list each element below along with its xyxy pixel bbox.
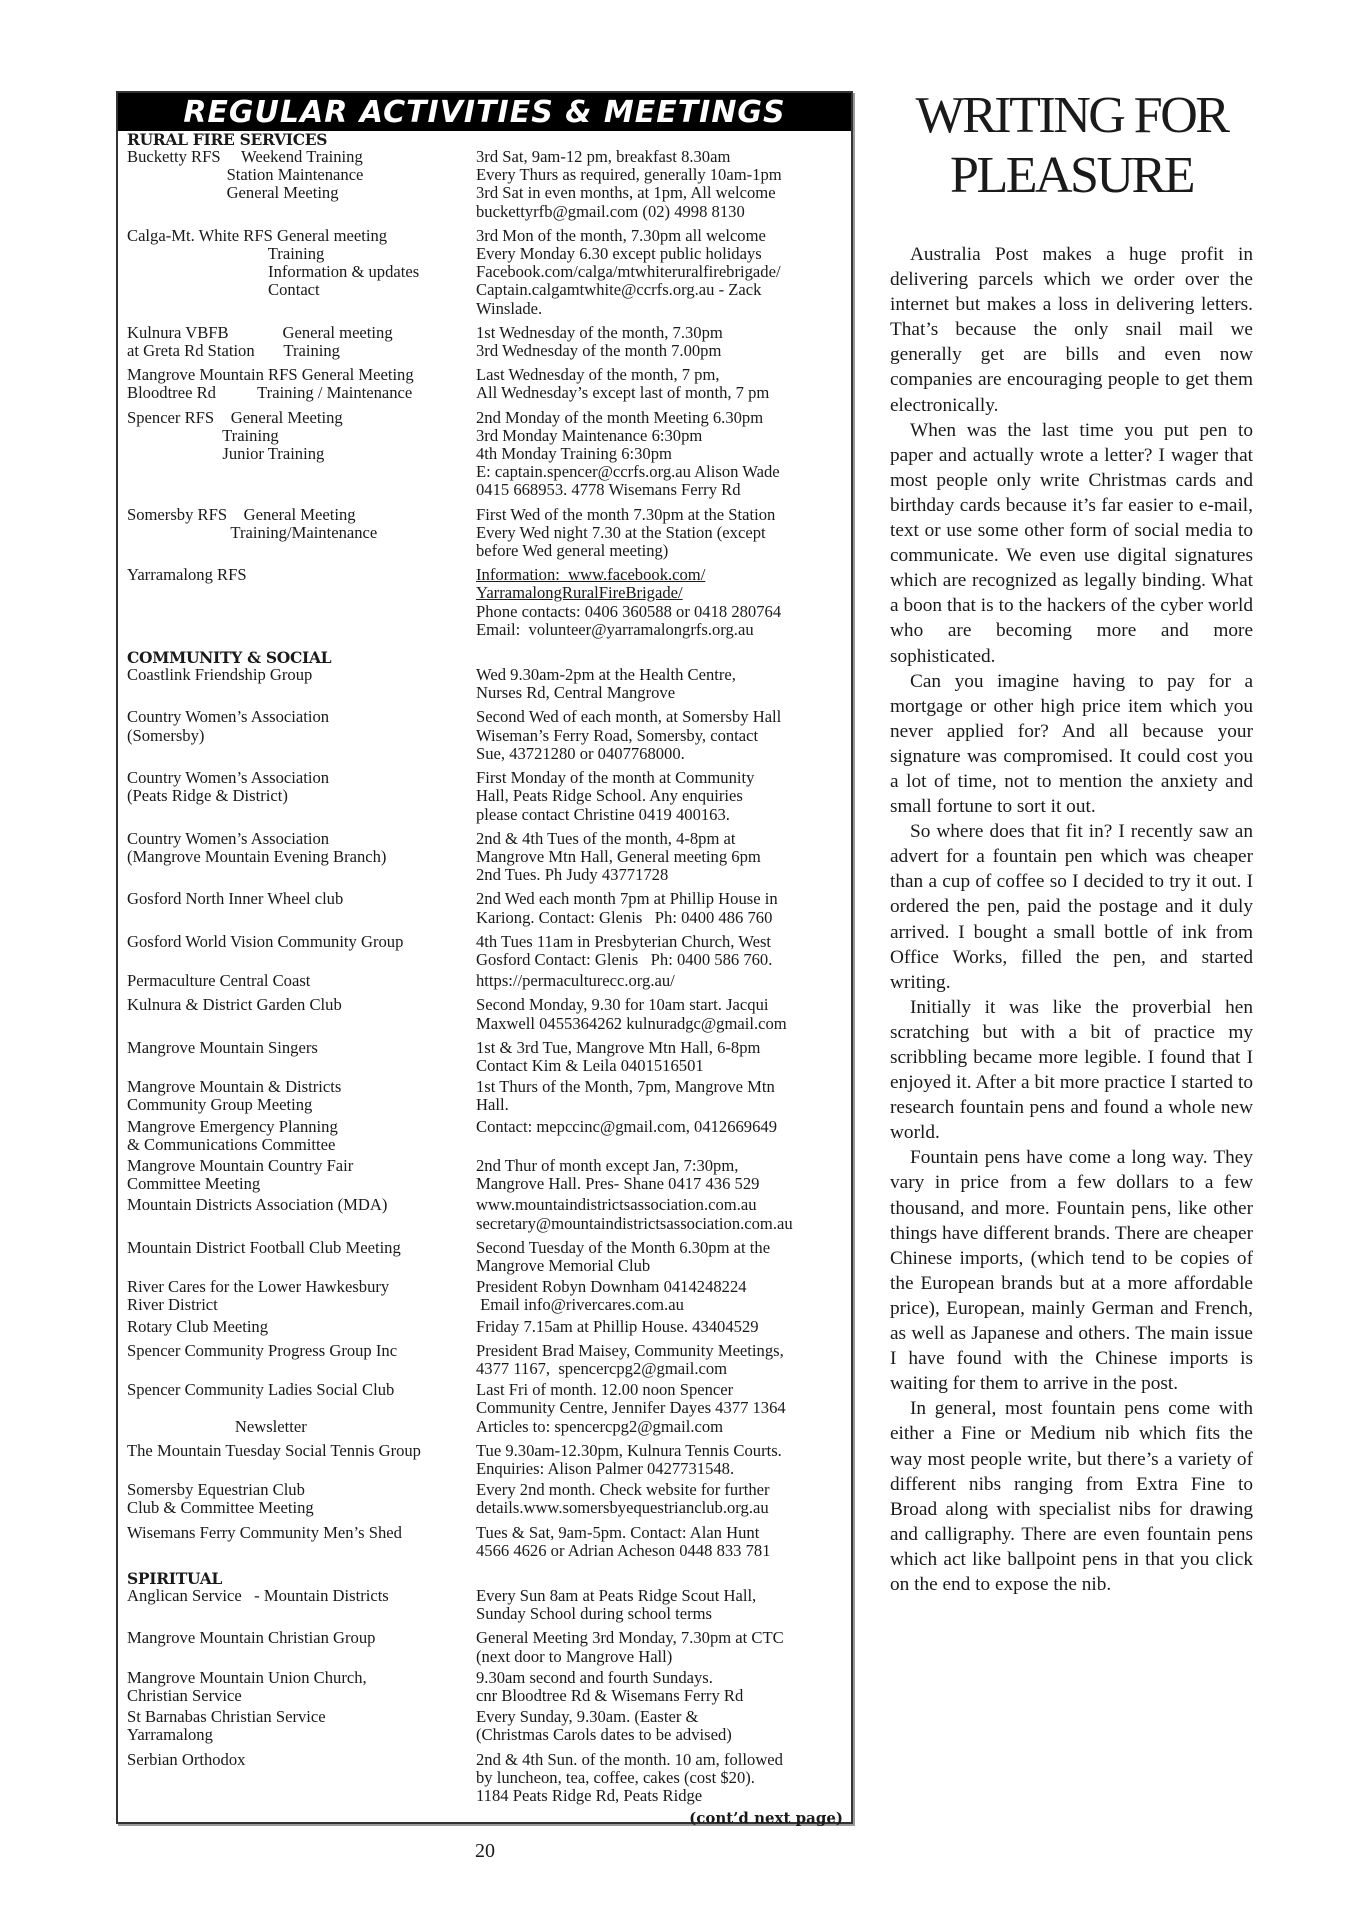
entry-organisation	[127, 1015, 476, 1033]
entry-details: 1st Thurs of the Month, 7pm, Mangrove Mtn	[476, 1077, 775, 1097]
listing-entry	[127, 666, 843, 702]
article-paragraph: Fountain pens have come a long way. They vary in price from a few dollars to a few thousand, and more. Fountain pens, like other things have different brands. There are cheaper Chinese imports, (which tend to be copies of the European brands but at a more affordable price), European, mainly German and French, as well as Japanese and others. The main issue I have found with the Chinese imports is waiting for them to arrive in the post.	[890, 1147, 1253, 1395]
entry-details: President Brad Maisey, Community Meetings,	[476, 1340, 784, 1360]
entry-details: Every Thurs as required, generally 10am-1pm	[476, 165, 782, 185]
entry-details: Mangrove Mtn Hall, General meeting 6pm	[476, 846, 761, 866]
entry-organisation: Mangrove Emergency Planning	[127, 1116, 338, 1136]
entry-details: Contact Kim & Leila 0401516501	[476, 1055, 704, 1075]
entry-details: 2nd & 4th Sun. of the month. 10 am, followed	[476, 1749, 783, 1769]
entry-organisation: Spencer Community Ladies Social Club	[127, 1380, 395, 1400]
entry-organisation	[127, 481, 476, 499]
article-body	[890, 242, 1253, 1597]
entry-details: Every Wed night 7.30 at the Station (except	[476, 522, 766, 542]
entry-organisation: St Barnabas Christian Service	[127, 1707, 326, 1727]
entry-organisation: Yarramalong RFS	[127, 565, 247, 585]
entry-details: Email info@rivercares.com.au	[476, 1295, 684, 1315]
entry-details: 4th Tues 11am in Presbyterian Church, West	[476, 931, 772, 951]
entry-organisation: Training/Maintenance	[127, 522, 378, 542]
entry-organisation: Yarramalong	[127, 1725, 213, 1745]
entry-organisation: Junior Training	[127, 444, 325, 464]
listing-entry	[127, 1751, 843, 1806]
entry-organisation: Spencer Community Progress Group Inc	[127, 1340, 398, 1360]
article-title: WRITING FOR PLEASURE	[915, 87, 1228, 204]
entry-organisation	[127, 542, 476, 560]
entry-organisation: Calga-Mt. White RFS General meeting	[127, 225, 388, 245]
entry-details: Gosford Contact: Glenis Ph: 0400 586 760.	[476, 949, 773, 969]
entry-details: 4377 1167, spencercpg2@gmail.com	[476, 1358, 728, 1378]
entry-organisation	[127, 1605, 476, 1623]
listing-entry	[127, 1239, 843, 1275]
entry-organisation	[127, 1648, 476, 1666]
entry-organisation: Mountain Districts Association (MDA)	[127, 1195, 388, 1215]
entry-details: 3rd Monday Maintenance 6:30pm	[476, 425, 703, 445]
entry-organisation	[127, 300, 476, 318]
entry-details: (next door to Mangrove Hall)	[476, 1646, 673, 1666]
entry-details: Second Tuesday of the Month 6.30pm at the	[476, 1237, 771, 1257]
entry-details: 1st Wednesday of the month, 7.30pm	[476, 322, 723, 342]
entry-organisation	[127, 1787, 476, 1805]
entry-organisation: Mountain District Football Club Meeting	[127, 1237, 401, 1257]
entry-organisation: Mangrove Mountain RFS General Meeting	[127, 365, 414, 385]
entry-details: Second Monday, 9.30 for 10am start. Jacqui	[476, 995, 769, 1015]
listing-banner-title: REGULAR ACTIVITIES & MEETINGS	[118, 93, 851, 131]
entry-organisation	[127, 684, 476, 702]
entry-organisation	[127, 909, 476, 927]
listing-entry	[127, 708, 843, 763]
article-paragraph: Can you imagine having to pay for a mortgage or other high price item which you never applied for? And all because your signature was compromised. It could cost you a lot of time, not to mention the anxiety and small fortune to sort it out.	[890, 670, 1253, 818]
listing-entry	[127, 1039, 843, 1075]
entry-organisation: Committee Meeting	[127, 1174, 261, 1194]
entry-details: 4th Monday Training 6:30pm	[476, 444, 672, 464]
entry-details: Every Monday 6.30 except public holidays	[476, 244, 762, 264]
entry-details: 2nd Tues. Ph Judy 43771728	[476, 865, 669, 885]
entry-organisation: Country Women’s Association	[127, 828, 330, 848]
entry-details: Every 2nd month. Check website for further	[476, 1480, 770, 1500]
entry-details: secretary@mountaindistrictsassociation.com.au	[476, 1213, 793, 1233]
entry-organisation: (Somersby)	[127, 725, 205, 745]
entry-organisation: Information & updates	[127, 262, 420, 282]
entry-organisation: Gosford North Inner Wheel club	[127, 889, 344, 909]
entry-details: Last Fri of month. 12.00 noon Spencer	[476, 1380, 734, 1400]
entry-organisation: Bloodtree Rd Training / Maintenance	[127, 383, 413, 403]
entry-organisation: Newsletter	[127, 1416, 307, 1436]
listing-entry	[127, 933, 843, 969]
entry-organisation	[127, 621, 476, 639]
entry-details: Friday 7.15am at Phillip House. 43404529	[476, 1316, 759, 1336]
entry-organisation: Mangrove Mountain Singers	[127, 1037, 318, 1057]
entry-details: 2nd Monday of the month Meeting 6.30pm	[476, 407, 764, 427]
entry-details: before Wed general meeting)	[476, 541, 669, 561]
continued-next-page-label: (cont’d next page)	[689, 1809, 843, 1828]
page-number: 20	[475, 1840, 495, 1862]
listing-entry	[127, 1118, 843, 1154]
section-heading: RURAL FIRE SERVICES	[127, 130, 328, 149]
entry-organisation: at Greta Rd Station Training	[127, 341, 340, 361]
listing-entry	[127, 1196, 843, 1232]
listing-entry	[127, 1157, 843, 1193]
entry-organisation	[127, 1215, 476, 1233]
article-paragraph: So where does that fit in? I recently saw an advert for a fountain pen which was cheaper than a cup of coffee so I decided to try it out. I ordered the pen, paid the postage and it duly arrived. I bought a small bottle of ink from Office Works, filled the pen, and started writing.	[890, 821, 1253, 993]
entry-details: Winslade.	[476, 298, 543, 318]
entry-organisation: River Cares for the Lower Hawkesbury	[127, 1277, 390, 1297]
section-heading: COMMUNITY & SOCIAL	[127, 648, 332, 668]
entry-organisation	[127, 463, 476, 481]
entry-details: 2nd Thur of month except Jan, 7:30pm,	[476, 1155, 739, 1175]
entry-details: cnr Bloodtree Rd & Wisemans Ferry Rd	[476, 1686, 744, 1706]
entry-details: Mangrove Hall. Pres- Shane 0417 436 529	[476, 1174, 760, 1194]
entry-organisation: Christian Service	[127, 1686, 242, 1706]
entry-details: Community Centre, Jennifer Dayes 4377 1364	[476, 1398, 786, 1418]
entry-details: by luncheon, tea, coffee, cakes (cost $20).	[476, 1767, 755, 1787]
entry-organisation: (Mangrove Mountain Evening Branch)	[127, 846, 387, 866]
entry-details: First Wed of the month 7.30pm at the Station	[476, 504, 776, 524]
listing-entry	[127, 148, 843, 221]
entry-details: Hall, Peats Ridge School. Any enquiries	[476, 786, 743, 806]
entry-details: 2nd & 4th Tues of the month, 4-8pm at	[476, 828, 736, 848]
entry-organisation	[127, 866, 476, 884]
entry-organisation	[127, 1360, 476, 1378]
entry-organisation: Somersby Equestrian Club	[127, 1480, 305, 1500]
entry-details: Tues & Sat, 9am-5pm. Contact: Alan Hunt	[476, 1522, 760, 1542]
entry-details: Every Sunday, 9.30am. (Easter &	[476, 1707, 699, 1727]
entry-organisation: Serbian Orthodox	[127, 1749, 246, 1769]
entry-organisation: (Peats Ridge & District)	[127, 786, 288, 806]
entry-details: Tue 9.30am-12.30pm, Kulnura Tennis Courts.	[476, 1440, 782, 1460]
entry-details: E: captain.spencer@ccrfs.org.au Alison Wade	[476, 462, 780, 482]
entry-organisation: Mangrove Mountain Christian Group	[127, 1628, 376, 1648]
listing-body	[118, 131, 851, 1827]
entry-organisation	[127, 1399, 476, 1417]
entry-organisation: Club & Committee Meeting	[127, 1498, 314, 1518]
entry-details: (Christmas Carols dates to be advised)	[476, 1725, 732, 1745]
entry-organisation: Community Group Meeting	[127, 1095, 313, 1115]
entry-organisation	[127, 1769, 476, 1787]
listing-entry	[127, 890, 843, 926]
listing-entry	[127, 1442, 843, 1478]
listing-entry	[127, 972, 843, 990]
entry-organisation	[127, 603, 476, 621]
entry-details: All Wednesday’s except last of month, 7 pm	[476, 383, 770, 403]
entry-organisation: Kulnura & District Garden Club	[127, 995, 342, 1015]
entry-organisation: & Communications Committee	[127, 1134, 336, 1154]
regular-activities-box	[116, 91, 853, 1828]
entry-details: 3rd Mon of the month, 7.30pm all welcome	[476, 225, 766, 245]
entry-organisation: Kulnura VBFB General meeting	[127, 322, 393, 342]
listing-entry	[127, 1318, 843, 1336]
listing-entry	[127, 830, 843, 885]
article-paragraph: In general, most fountain pens come with either a Fine or Medium nib which fits the way most people write, but there’s a variety of different nibs ranging from Extra Fine to Broad along with specialist nibs for drawing and calligraphy. There are even fountain pens which act like ballpoint pens in that you click on the end to expose the nib.	[890, 1398, 1253, 1595]
entry-details: Facebook.com/calga/mtwhiteruralfirebrigade/	[476, 262, 781, 282]
entry-details: Email: volunteer@yarramalongrfs.org.au	[476, 619, 754, 639]
entry-organisation: Contact	[127, 280, 320, 300]
entry-organisation: Anglican Service - Mountain Districts	[127, 1586, 389, 1606]
entry-organisation: Country Women’s Association	[127, 768, 330, 788]
entry-organisation: Training	[127, 244, 325, 264]
entry-details: President Robyn Downham 0414248224	[476, 1277, 747, 1297]
entry-organisation: Mangrove Mountain Country Fair	[127, 1155, 354, 1175]
entry-organisation	[127, 1542, 476, 1560]
entry-organisation	[127, 745, 476, 763]
listing-entry	[127, 409, 843, 500]
section-heading: SPIRITUAL	[127, 1569, 223, 1589]
entry-details: Second Wed of each month, at Somersby Hall	[476, 707, 782, 727]
entry-organisation: Spencer RFS General Meeting	[127, 407, 343, 427]
entry-details[interactable]: YarramalongRuralFireBrigade/	[476, 583, 683, 603]
entry-details: Captain.calgamtwhite@ccrfs.org.au - Zack	[476, 280, 762, 300]
entry-organisation	[127, 1460, 476, 1478]
entry-details: 0415 668953. 4778 Wisemans Ferry Rd	[476, 480, 741, 500]
listing-entry	[127, 324, 843, 360]
entry-details: Sue, 43721280 or 0407768000.	[476, 743, 685, 763]
entry-details: General Meeting 3rd Monday, 7.30pm at CTC	[476, 1628, 784, 1648]
listing-entry	[127, 1669, 843, 1705]
entry-details: Sunday School during school terms	[476, 1604, 712, 1624]
entry-organisation: Bucketty RFS Weekend Training	[127, 147, 363, 166]
listing-entry	[127, 1078, 843, 1114]
entry-details: 9.30am second and fourth Sundays.	[476, 1667, 713, 1687]
entry-organisation: Mangrove Mountain & Districts	[127, 1077, 342, 1097]
entry-details: Every Sun 8am at Peats Ridge Scout Hall,	[476, 1586, 757, 1606]
entry-organisation: Coastlink Friendship Group	[127, 665, 313, 685]
entry-organisation: The Mountain Tuesday Social Tennis Group	[127, 1440, 421, 1460]
entry-details: Mangrove Memorial Club	[476, 1255, 651, 1275]
entry-organisation: Station Maintenance	[127, 165, 364, 185]
listing-entry	[127, 1524, 843, 1560]
entry-details: 3rd Wednesday of the month 7.00pm	[476, 341, 722, 361]
entry-details: 4566 4626 or Adrian Acheson 0448 833 781	[476, 1540, 771, 1560]
entry-details: Contact: mepccinc@gmail.com, 0412669649	[476, 1116, 777, 1136]
listing-entry	[127, 1278, 843, 1314]
entry-details: 2nd Wed each month 7pm at Phillip House in	[476, 889, 778, 909]
entry-details: Maxwell 0455364262 kulnuradgc@gmail.com	[476, 1013, 787, 1033]
entry-details: Enquiries: Alison Palmer 0427731548.	[476, 1459, 735, 1478]
entry-details	[476, 1136, 843, 1154]
entry-details: Wed 9.30am-2pm at the Health Centre,	[476, 665, 736, 685]
entry-organisation: Permaculture Central Coast	[127, 971, 311, 991]
entry-details: Hall.	[476, 1095, 509, 1115]
entry-details: www.mountaindistrictsassociation.com.au	[476, 1195, 757, 1215]
article-writing-for-pleasure	[890, 86, 1253, 1597]
entry-organisation: Wisemans Ferry Community Men’s Shed	[127, 1522, 402, 1542]
article-paragraph: When was the last time you put pen to paper and actually wrote a letter? I wager that most people only write Christmas cards and birthday cards because it’s far easier to e-mail, text or use some other form of social media to communicate. We even use digital signatures which are recognized as legally binding. What a boon that is to the hackers of the cyber world who are becoming more and more sophisticated.	[890, 419, 1253, 667]
entry-details: 1st & 3rd Tue, Mangrove Mtn Hall, 6-8pm	[476, 1037, 761, 1057]
entry-details: 3rd Sat in even months, at 1pm, All welcome	[476, 183, 776, 203]
entry-organisation: Training	[127, 425, 279, 445]
entry-organisation: Rotary Club Meeting	[127, 1316, 269, 1336]
entry-details: please contact Christine 0419 400163.	[476, 804, 730, 824]
entry-details: Wiseman’s Ferry Road, Somersby, contact	[476, 725, 759, 745]
entry-details[interactable]: Information: www.facebook.com/	[476, 565, 706, 585]
listing-entry	[127, 506, 843, 561]
entry-organisation: General Meeting	[127, 183, 339, 203]
listing-entry	[127, 1587, 843, 1623]
listing-entry	[127, 769, 843, 824]
entry-organisation: Somersby RFS General Meeting	[127, 504, 356, 524]
article-paragraph: Australia Post makes a huge profit in delivering parcels which we order over the internet but makes a loss in delivering letters. That’s because the only snail mail we generally get are bills and even now companies are encouraging people to get them electronically.	[890, 244, 1253, 416]
article-paragraph: Initially it was like the proverbial hen scratching but with a bit of practice my scribbling became more legible. I found that I enjoyed it. After a bit more practice I started to research fountain pens and found a whole new world.	[890, 996, 1253, 1144]
entry-organisation: River District	[127, 1295, 218, 1315]
listing-entry	[127, 1708, 843, 1744]
entry-details: First Monday of the month at Community	[476, 768, 755, 788]
entry-details: Articles to: spencercpg2@gmail.com	[476, 1416, 724, 1436]
entry-details: https://permaculturecc.org.au/	[476, 971, 675, 991]
listing-entry	[127, 1381, 843, 1436]
entry-details: Kariong. Contact: Glenis Ph: 0400 486 760	[476, 907, 773, 927]
entry-organisation	[127, 584, 476, 602]
entry-details: buckettyrfb@gmail.com (02) 4998 8130	[476, 201, 745, 221]
entry-organisation	[127, 1057, 476, 1075]
entry-organisation	[127, 951, 476, 969]
entry-details: Phone contacts: 0406 360588 or 0418 280764	[476, 601, 782, 621]
entry-organisation	[127, 203, 476, 221]
entry-details: 1184 Peats Ridge Rd, Peats Ridge	[476, 1786, 703, 1806]
listing-entry	[127, 566, 843, 639]
listing-entry	[127, 1342, 843, 1378]
entry-organisation: Mangrove Mountain Union Church,	[127, 1667, 367, 1687]
entry-details: Nurses Rd, Central Mangrove	[476, 683, 676, 703]
entry-organisation: Country Women’s Association	[127, 707, 330, 727]
entry-organisation: Gosford World Vision Community Group	[127, 931, 404, 951]
entry-details: 3rd Sat, 9am-12 pm, breakfast 8.30am	[476, 147, 731, 166]
listing-entry	[127, 996, 843, 1032]
listing-entry	[127, 366, 843, 402]
listing-entry	[127, 227, 843, 318]
entry-details: Last Wednesday of the month, 7 pm,	[476, 365, 720, 385]
entry-details: details.www.somersbyequestrianclub.org.au	[476, 1498, 769, 1518]
listing-entry	[127, 1481, 843, 1517]
entry-organisation	[127, 1257, 476, 1275]
listing-entry	[127, 1629, 843, 1665]
entry-organisation	[127, 806, 476, 824]
